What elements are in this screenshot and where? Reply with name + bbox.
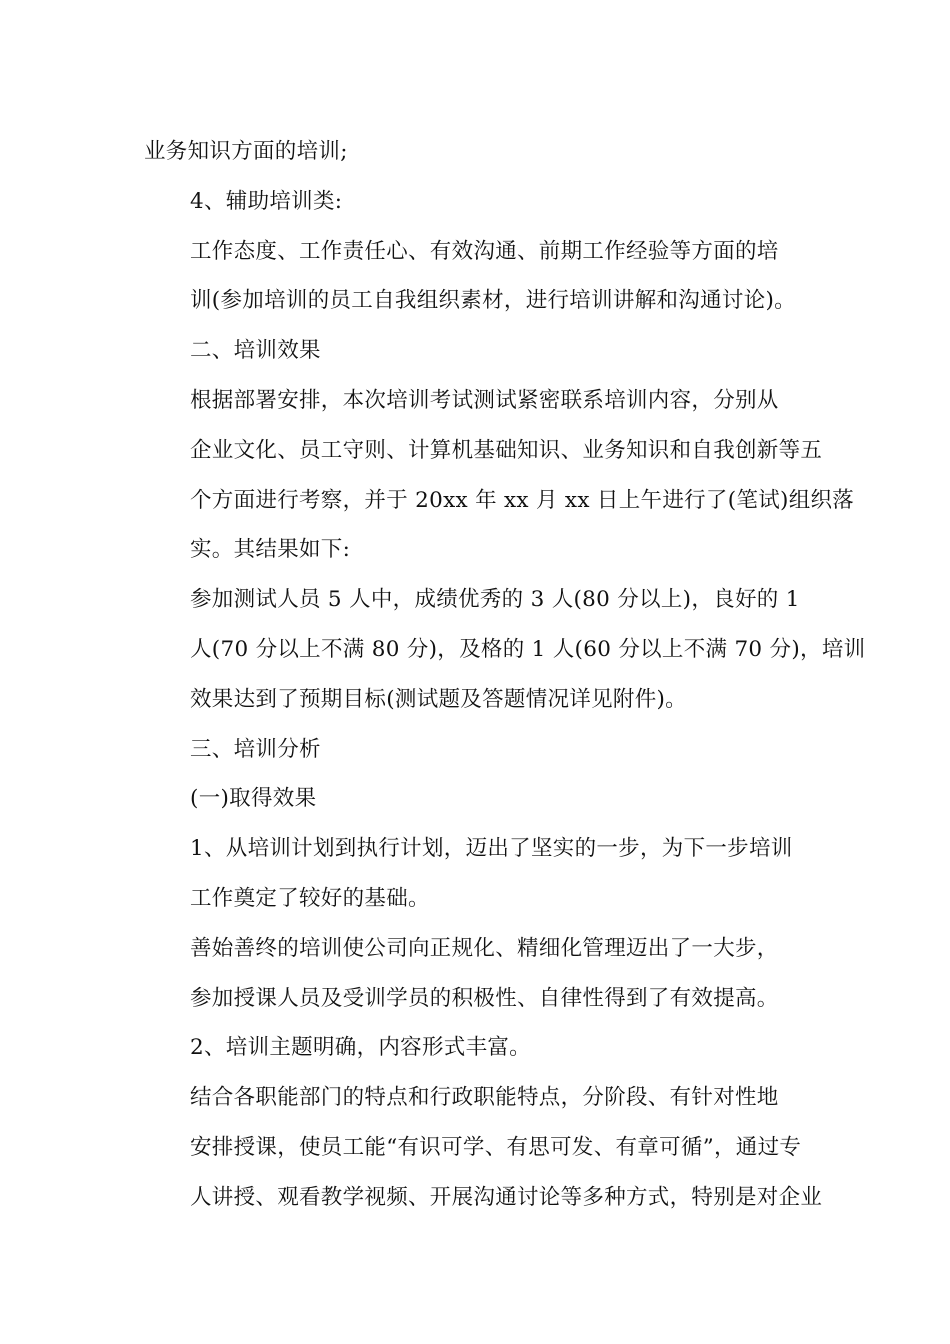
text-line: (一)取得效果 [190,786,317,812]
text-line: 参加测试人员 5 人中，成绩优秀的 3 人(80 分以上)，良好的 1 [190,587,800,613]
text-line: 1、从培训计划到执行计划，迈出了坚实的一步，为下一步培训 [190,836,793,862]
text-line: 企业文化、员工守则、计算机基础知识、业务知识和自我创新等五 [190,437,823,463]
text-line: 人讲授、观看教学视频、开展沟通讨论等多种方式，特别是对企业 [190,1184,823,1210]
text-line: 实。其结果如下: [190,537,351,563]
text-line: 安排授课，使员工能“有识可学、有思可发、有章可循”，通过专 [190,1134,802,1160]
paragraph [144,725,808,775]
paragraph [144,127,808,177]
text-line: 二、培训效果 [190,338,321,364]
document-body [144,127,866,1223]
text-line: 善始善终的培训使公司向正规化、精细化管理迈出了一大步， [190,935,779,961]
paragraph [144,575,866,724]
text-line: 业务知识方面的培训; [144,139,348,164]
paragraph [144,376,855,575]
text-line: 人(70 分以上不满 80 分)，及格的 1 人(60 分以上不满 70 分)，培训 [190,636,866,662]
paragraph [144,227,808,327]
text-line: 三、培训分析 [190,736,321,762]
paragraph [144,177,808,227]
text-line: 效果达到了预期目标(测试题及答题情况详见附件)。 [190,686,687,712]
paragraph [144,1023,808,1073]
text-line: 根据部署安排，本次培训考试测试紧密联系培训内容，分别从 [190,387,779,413]
text-line: 4、辅助培训类: [190,188,343,214]
text-line: 2、培训主题明确，内容形式丰富。 [190,1035,531,1061]
paragraph [144,824,808,924]
paragraph [144,924,808,1024]
text-line: 参加授课人员及受训学员的积极性、自律性得到了有效提高。 [190,985,779,1011]
text-line: 工作奠定了较好的基础。 [190,885,430,911]
text-line: 结合各职能部门的特点和行政职能特点，分阶段、有针对性地 [190,1085,779,1111]
text-line: 训(参加培训的员工自我组织素材，进行培训讲解和沟通讨论)。 [190,288,796,314]
text-line: 个方面进行考察，并于 20xx 年 xx 月 xx 日上午进行了(笔试)组织落 [190,487,855,513]
paragraph [144,1073,823,1222]
paragraph [144,326,808,376]
text-line: 工作态度、工作责任心、有效沟通、前期工作经验等方面的培 [190,238,779,264]
paragraph [144,774,808,824]
